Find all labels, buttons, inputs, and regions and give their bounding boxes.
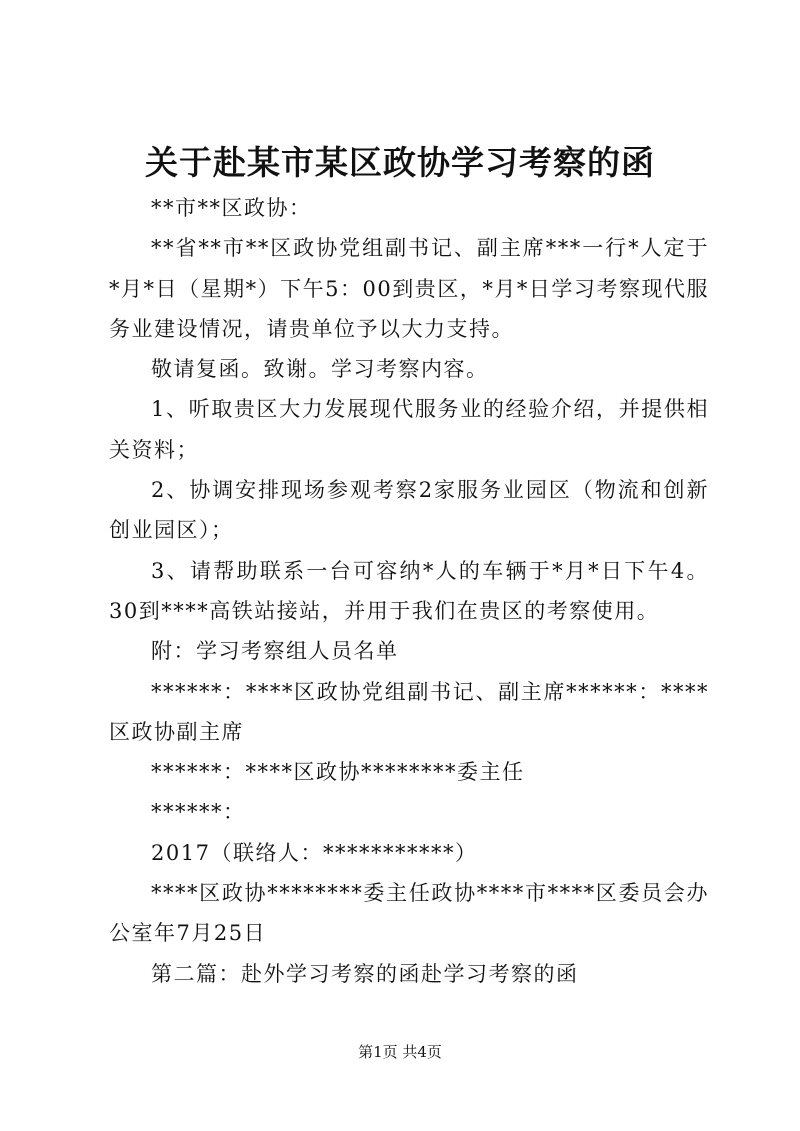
document-body <box>109 188 709 994</box>
paragraph-second-part: 第二篇：赴外学习考察的函赴学习考察的函 <box>151 961 579 986</box>
paragraph-request: 敬请复函。致谢。学习考察内容。 <box>151 357 489 382</box>
paragraph-member-2: ******：****区政协********委主任 <box>151 760 525 785</box>
page-number-footer: 第1页 共4页 <box>358 1043 442 1061</box>
paragraph-signature: ****区政协********委主任政协****市****区委员会办公室年7月25日 <box>109 881 709 946</box>
paragraph-item-1: 1、听取贵区大力发展现代服务业的经验介绍，并提供相关资料； <box>109 397 709 462</box>
paragraph-contact: 2017（联络人：***********） <box>151 840 478 865</box>
paragraph-attachment: 附：学习考察组人员名单 <box>151 639 399 664</box>
paragraph-member-1: ******：****区政协党组副书记、副主席******：****区政协副主席 <box>109 679 709 744</box>
paragraph-salutation: **市**区政协： <box>151 196 312 220</box>
paragraph-item-2: 2、协调安排现场参观考察2家服务业园区（物流和创新创业园区）； <box>109 478 709 543</box>
document-title: 关于赴某市某区政协学习考察的函 <box>145 143 655 182</box>
paragraph-intro: **省**市**区政协党组副书记、副主席***一行*人定于*月*日（星期*）下午5：00到贵区，*月*日学习考察现代服务业建设情况，请贵单位予以大力支持。 <box>109 236 709 341</box>
paragraph-member-3: ******： <box>151 800 246 825</box>
paragraph-item-3: 3、请帮助联系一台可容纳*人的车辆于*月*日下午4。30到****高铁站接站，并用于我们在贵区的考察使用。 <box>109 558 709 623</box>
